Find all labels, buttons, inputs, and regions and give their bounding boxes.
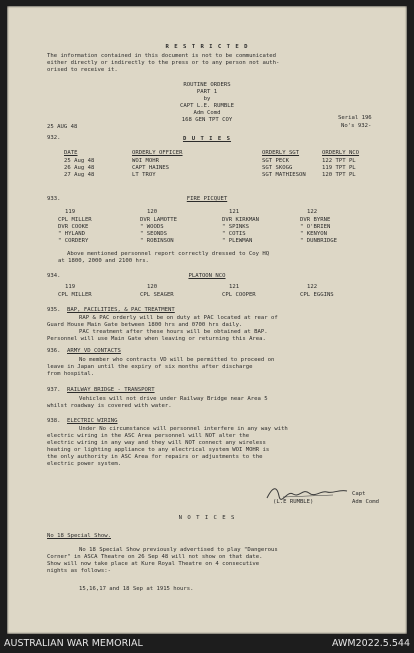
- picquet-note-line-2: at 1800, 2000 and 2100 hrs.: [58, 258, 149, 264]
- nco-platoon-119: 119: [65, 284, 76, 290]
- section-936-line-3: from hospital.: [47, 371, 95, 377]
- notice-line-3: Show will now take place at Kure Royal Theatre on 4 consecutive: [47, 561, 260, 567]
- picquet-row-2-col-4: " O'BRIEN: [300, 224, 331, 230]
- archive-reference: AWM2022.5.544: [332, 638, 410, 649]
- picquet-platoon-119: 119: [65, 209, 76, 215]
- duties-row-2-officer: CAPT HAINES: [132, 165, 170, 171]
- document-page: [7, 6, 407, 634]
- picquet-row-1-col-3: DVR KIRKMAN: [222, 217, 260, 223]
- section-933-heading: FIRE PICQUET: [186, 196, 228, 202]
- picquet-row-1-col-4: DVR BYRNE: [300, 217, 331, 223]
- picquet-row-3-col-3: " COTIS: [222, 231, 246, 237]
- section-936-line-1: No member who contracts VD will be permitted to proceed on: [79, 357, 275, 363]
- duties-header-nco: ORDERLY NCO: [322, 150, 360, 156]
- picquet-row-2-col-2: " WOODS: [140, 224, 164, 230]
- section-934-number: 934.: [47, 273, 61, 279]
- section-935-line-3: PAC treatment after these hours will be obtained at BAP.: [79, 329, 268, 335]
- duties-row-2-sgt: SGT SKOGG: [262, 165, 293, 171]
- title-line-5: Adm Comd: [193, 110, 221, 116]
- nco-platoon-120: 120: [147, 284, 158, 290]
- archive-footer: [0, 634, 414, 653]
- title-line-3: by: [203, 96, 211, 102]
- duties-row-3-date: 27 Aug 48: [64, 172, 95, 178]
- picquet-row-3-col-1: " HYLAND: [58, 231, 85, 237]
- picquet-platoon-122: 122: [307, 209, 318, 215]
- notices-heading: N O T I C E S: [178, 515, 236, 521]
- title-line-2: PART 1: [196, 89, 218, 95]
- title-line-1: ROUTINE ORDERS: [183, 82, 231, 88]
- section-936-number: 936.: [47, 348, 61, 354]
- section-938-line-4: heating or lighting appliance to any electrical system WOI MOHR is: [47, 447, 270, 453]
- section-938-number: 938.: [47, 418, 61, 424]
- notice-line-4: nights as follows:-: [47, 568, 111, 574]
- notice-line-2: Corner" in ASCA Theatre on 26 Sep 48 will not show on that date.: [47, 554, 263, 560]
- picquet-row-1-col-1: CPL MILLER: [58, 217, 92, 223]
- picquet-row-2-col-1: DVR COOKE: [58, 224, 89, 230]
- section-938-line-2: electric wiring in the ASC Area personnel will NOT alter the: [47, 433, 250, 439]
- notice-line-1: No 18 Special Show previously advertised to play "Dangerous: [79, 547, 278, 553]
- duties-row-1-date: 25 Aug 48: [64, 158, 95, 164]
- picquet-row-2-col-3: " SPINKS: [222, 224, 249, 230]
- duties-row-3-nco: 120 TPT PL: [322, 172, 356, 178]
- section-935-line-1: RAP & PAC orderly will be on duty at PAC located at rear of: [79, 315, 278, 321]
- section-938-line-6: electric power system.: [47, 461, 122, 467]
- section-937-line-2: whilst roadway is covered with water.: [47, 403, 172, 409]
- picquet-platoon-120: 120: [147, 209, 158, 215]
- duties-row-1-nco: 122 TPT PL: [322, 158, 356, 164]
- section-935-line-4: Personnel will use Main Gate when leaving or returning this Area.: [47, 336, 266, 342]
- duties-row-1-officer: WOI MOHR: [132, 158, 159, 164]
- serial-number: Serial 196: [338, 115, 372, 121]
- picquet-row-4-col-1: " CORDERY: [58, 238, 89, 244]
- picquet-row-3-col-4: " KENYON: [300, 231, 327, 237]
- archive-name: AUSTRALIAN WAR MEMORIAL: [4, 638, 143, 649]
- title-line-4: CAPT L.E. RUMBLE: [180, 103, 234, 109]
- duties-row-3-officer: LT TROY: [132, 172, 156, 178]
- section-938-heading: ELECTRIC WIRING: [67, 418, 118, 424]
- section-938-line-3: electric wiring in any way and they will NOT connect any wireless: [47, 440, 266, 446]
- notice-dates: 15,16,17 and 18 Sep at 1915 hours.: [79, 586, 194, 592]
- nco-name-122: CPL EGGINS: [300, 292, 334, 298]
- picquet-row-4-col-3: " PLEWMAN: [222, 238, 253, 244]
- picquet-row-3-col-2: " SEONDS: [140, 231, 167, 237]
- section-932-heading: D U T I E S: [182, 136, 232, 142]
- caveat-line-2: either directly or indirectly to the press or to any person not auth-: [47, 60, 280, 66]
- duties-header-date: DATE: [64, 150, 78, 156]
- duties-header-officer: ORDERLY OFFICER: [132, 150, 183, 156]
- duties-row-2-nco: 119 TPT PL: [322, 165, 356, 171]
- section-932-number: 932.: [47, 135, 61, 141]
- section-936-line-2: leave in Japan until the expiry of six months after discharge: [47, 364, 253, 370]
- section-938-line-1: Under No circumstance will personnel interfere in any way with: [79, 426, 288, 432]
- section-935-line-2: Guard House Main Gate between 1800 hrs and 0700 hrs daily.: [47, 322, 243, 328]
- title-line-6: 168 GEN TPT COY: [181, 117, 233, 123]
- section-934-heading: PLATOON NCO: [188, 273, 226, 279]
- picquet-platoon-121: 121: [229, 209, 240, 215]
- signature-name: (L.E RUMBLE): [273, 499, 314, 505]
- order-date: 25 AUG 48: [47, 124, 78, 130]
- section-936-heading: ARMY VD CONTACTS: [67, 348, 121, 354]
- nco-name-120: CPL SEAGER: [140, 292, 174, 298]
- section-935-number: 935.: [47, 307, 61, 313]
- picquet-note-line-1: Above mentioned personnel report correctly dressed to Coy HQ: [67, 251, 270, 257]
- nco-name-119: CPL MILLER: [58, 292, 92, 298]
- signature-rank: Capt: [352, 491, 366, 497]
- duties-row-2-date: 26 Aug 48: [64, 165, 95, 171]
- classification-heading: R E S T R I C T E D: [165, 44, 249, 50]
- picquet-row-1-col-2: DVR LAMOTTE: [140, 217, 178, 223]
- caveat-line-1: The information contained in this document is not to be communicated: [47, 53, 277, 59]
- picquet-row-4-col-4: " DUNBRIDGE: [300, 238, 338, 244]
- section-937-number: 937.: [47, 387, 61, 393]
- picquet-row-4-col-2: " ROBINSON: [140, 238, 174, 244]
- section-937-heading: RAILWAY BRIDGE - TRANSPORT: [67, 387, 155, 393]
- section-933-number: 933.: [47, 196, 61, 202]
- nco-platoon-121: 121: [229, 284, 240, 290]
- section-938-line-5: the only authority in ASC Area for repairs or adjustments to the: [47, 454, 263, 460]
- duties-header-sgt: ORDERLY SGT: [262, 150, 300, 156]
- signature-appointment: Adm Comd: [352, 499, 379, 505]
- duties-row-3-sgt: SGT MATHIESON: [262, 172, 306, 178]
- section-937-line-1: Vehicles will not drive under Railway Bridge near Area 5: [79, 396, 268, 402]
- notice-item-title: No 18 Special Show.: [47, 533, 111, 539]
- nco-platoon-122: 122: [307, 284, 318, 290]
- nco-name-121: CPL COOPER: [222, 292, 256, 298]
- duties-row-1-sgt: SGT PECK: [262, 158, 289, 164]
- caveat-line-3: orised to receive it.: [47, 67, 118, 73]
- order-numbers: No's 932-: [341, 123, 372, 129]
- section-935-heading: BAP, FACILITIES, & PAC TREATMENT: [67, 307, 175, 313]
